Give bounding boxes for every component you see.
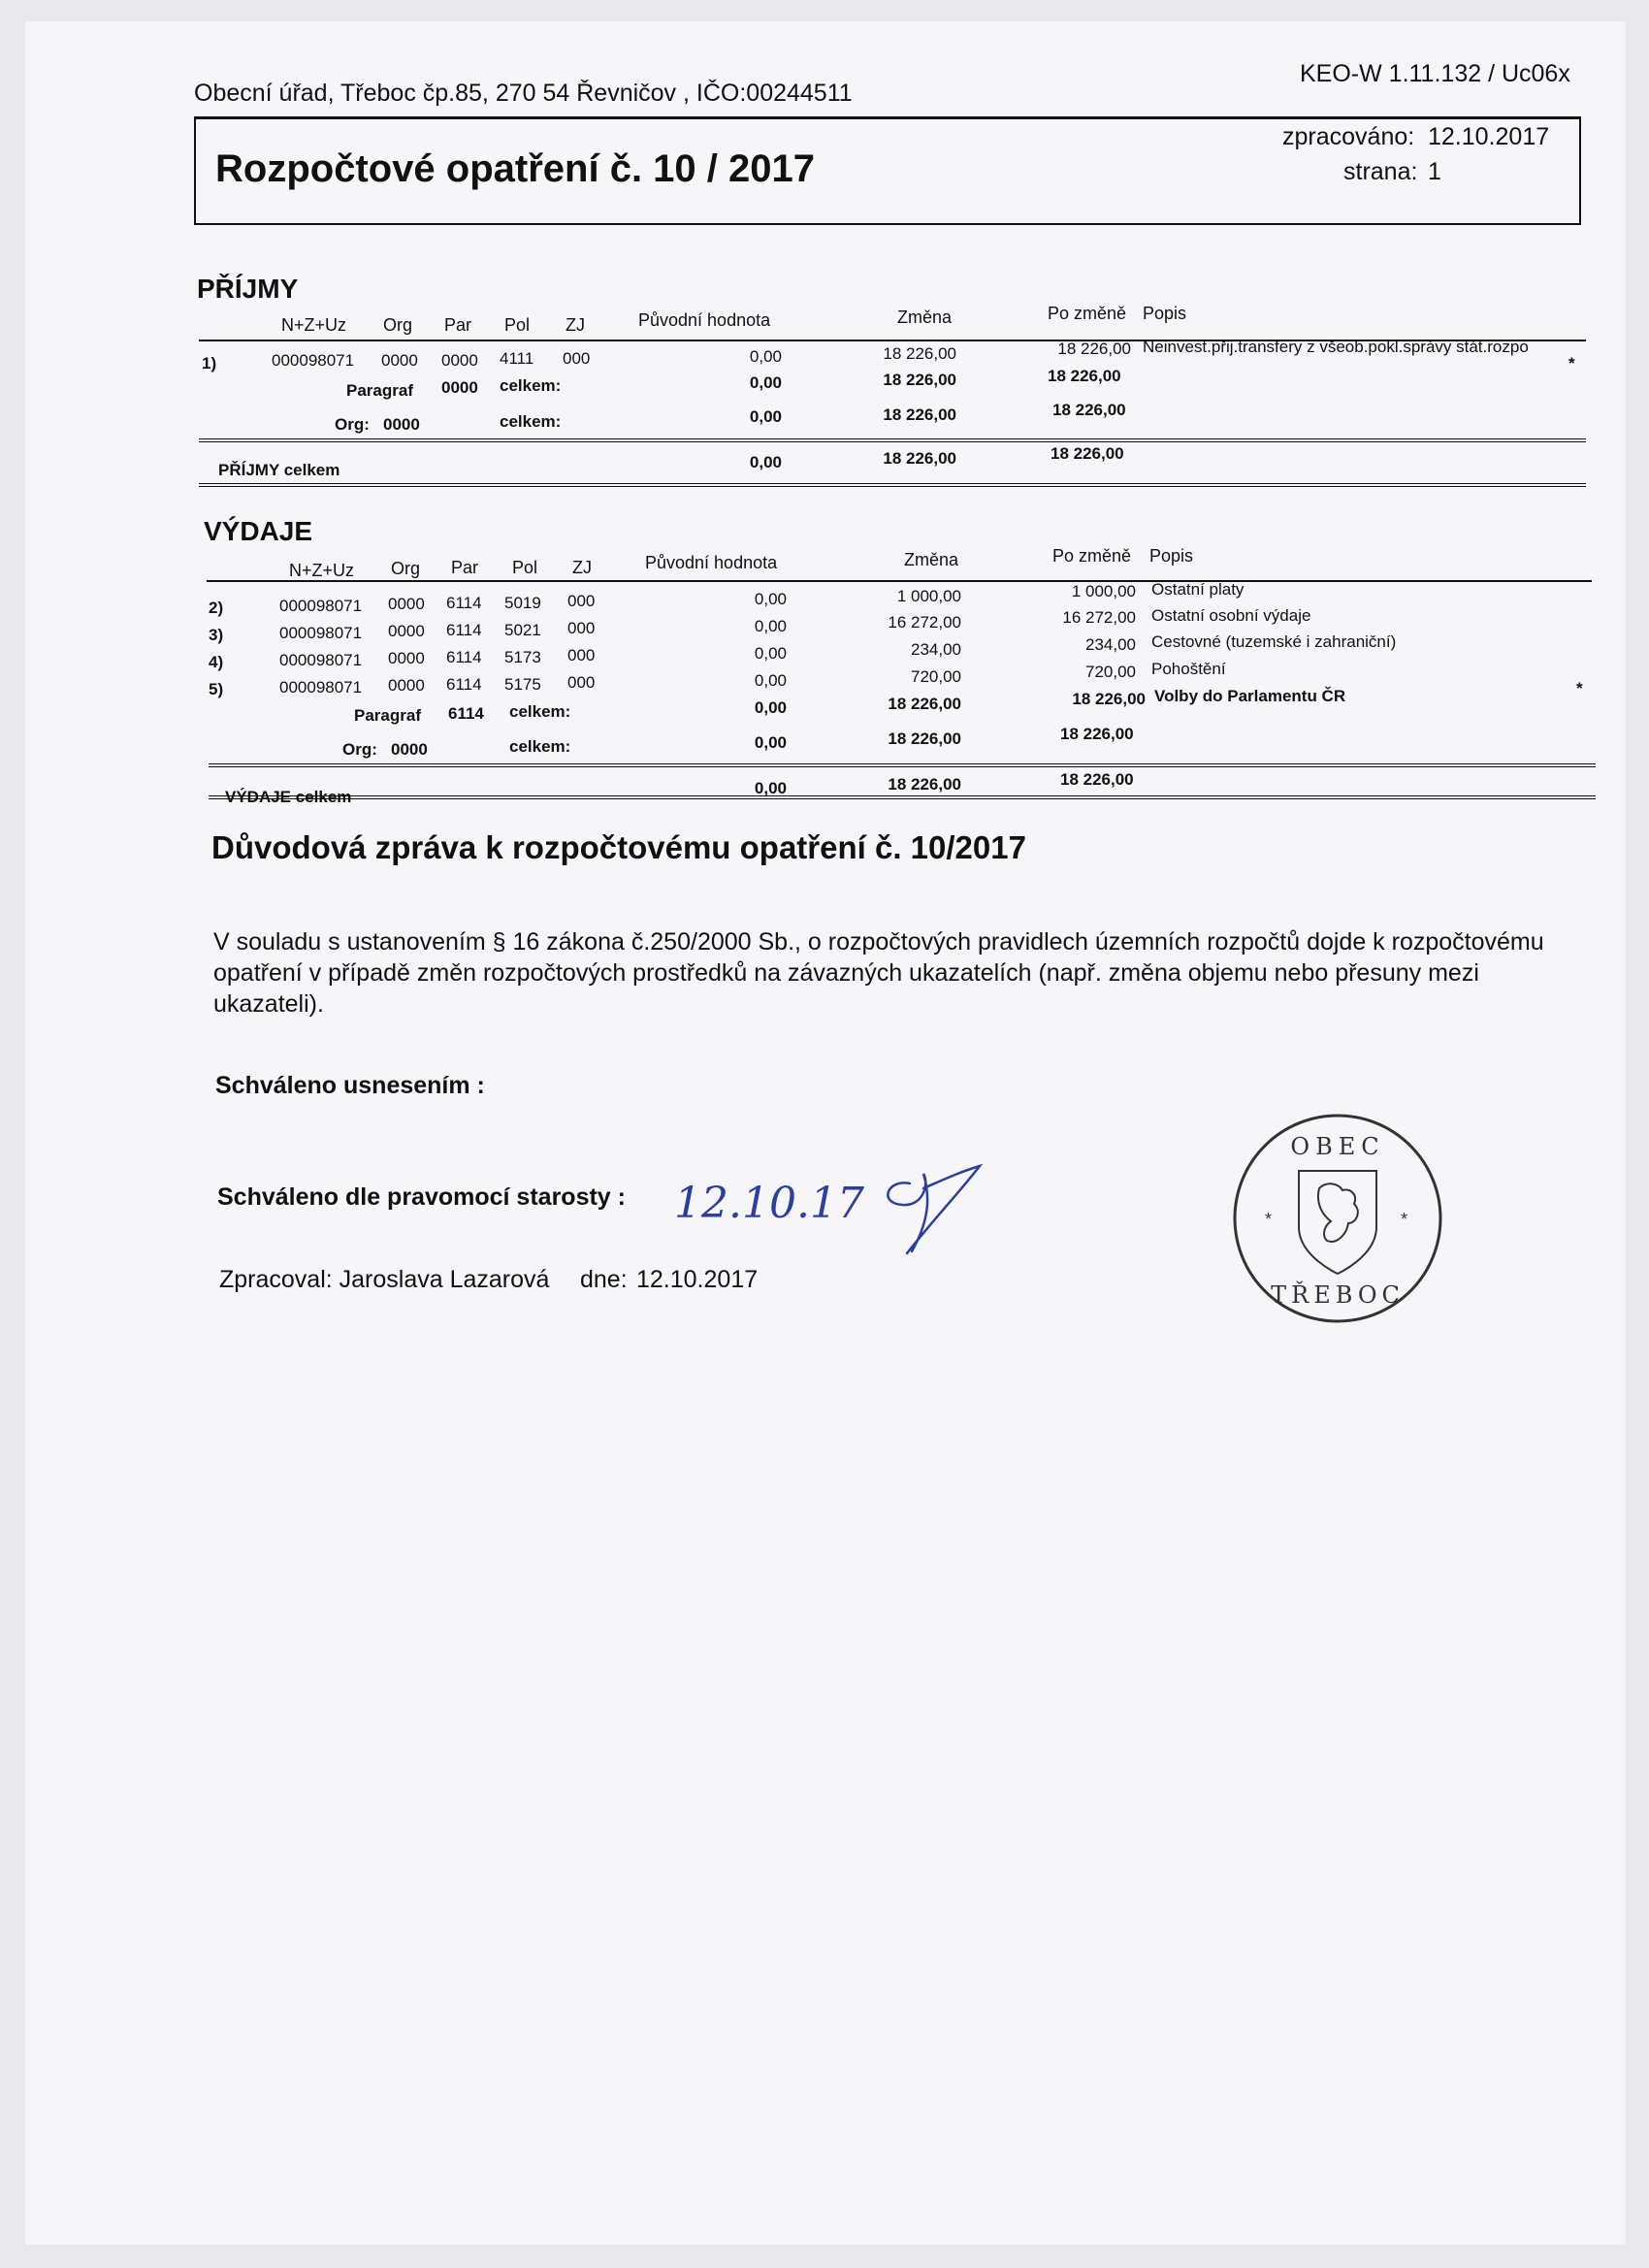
zmena-cell: 16 272,00 bbox=[888, 613, 961, 632]
col-zj: ZJ bbox=[566, 315, 585, 335]
puvodni-cell: 0,00 bbox=[754, 590, 787, 608]
par-cell: 0000 bbox=[441, 351, 478, 370]
pozmene-total: 18 226,00 bbox=[1060, 770, 1134, 789]
row-number: 2) bbox=[209, 599, 224, 617]
zmena-total: 18 226,00 bbox=[883, 449, 956, 468]
puvodni-cell: 0,00 bbox=[749, 347, 782, 366]
pozmene-cell: 16 272,00 bbox=[1062, 608, 1136, 627]
popis-cell: Volby do Parlamentu ČR bbox=[1154, 687, 1346, 705]
paragraf-code: 0000 bbox=[441, 378, 478, 397]
prepared-date-label: dne: bbox=[580, 1266, 628, 1293]
section-prijmy: PŘÍJMY bbox=[197, 274, 299, 304]
zmena-cell: 1 000,00 bbox=[896, 587, 961, 605]
puvodni-cell: 0,00 bbox=[749, 373, 782, 392]
asterisk: * bbox=[1576, 679, 1583, 697]
divider bbox=[207, 580, 1592, 582]
double-divider bbox=[199, 483, 1586, 487]
total-label: PŘÍJMY celkem bbox=[218, 461, 340, 479]
col-pol: Pol bbox=[504, 315, 531, 335]
prepared-date: 12.10.2017 bbox=[636, 1266, 759, 1293]
pozmene-cell: 18 226,00 bbox=[1057, 340, 1131, 358]
asterisk: * bbox=[1568, 354, 1575, 373]
col-puvodni: Původní hodnota bbox=[645, 553, 778, 572]
pozmene-cell: 234,00 bbox=[1085, 635, 1136, 654]
pol-cell: 4111 bbox=[500, 349, 534, 368]
pozmene-cell: 18 226,00 bbox=[1052, 401, 1126, 419]
row-number: 1) bbox=[202, 354, 217, 373]
pozmene-cell: 18 226,00 bbox=[1072, 690, 1146, 708]
report-heading: Důvodová zpráva k rozpočtovému opatření č. 10/2017 bbox=[211, 829, 1026, 865]
col-pol: Pol bbox=[512, 558, 538, 577]
seal-top-text: OBEC bbox=[1290, 1133, 1385, 1160]
puvodni-cell: 0,00 bbox=[754, 617, 787, 635]
handwritten-date: 12.10.17 bbox=[674, 1179, 864, 1228]
col-popis: Popis bbox=[1143, 304, 1187, 323]
col-zj: ZJ bbox=[572, 558, 592, 577]
pol-cell: 5019 bbox=[504, 594, 541, 612]
municipal-seal bbox=[1230, 1111, 1445, 1326]
report-paragraph: V souladu s ustanovením § 16 zákona č.250/2000 Sb., o rozpočtových pravidlech územních rozpočtů dojde k rozpočtovému opatření v případě změn rozpočtových prostředků na závazných ukazatelích (např. změna objemu nebo přesuny mezi ukazateli). bbox=[213, 928, 1544, 1018]
puvodni-cell: 0,00 bbox=[754, 671, 787, 690]
zmena-cell: 18 226,00 bbox=[883, 344, 956, 363]
popis-cell: Neinvest.přij.transfery z všeob.pokl.správy stát.rozpo bbox=[1143, 338, 1529, 356]
row-number: 3) bbox=[209, 626, 224, 644]
par-cell: 6114 bbox=[446, 594, 482, 612]
zmena-cell: 18 226,00 bbox=[883, 405, 956, 424]
pozmene-cell: 18 226,00 bbox=[1060, 725, 1134, 743]
org-code: 0000 bbox=[383, 415, 420, 434]
zj-cell: 000 bbox=[567, 619, 596, 637]
seal-bottom-text: TŘEBOC bbox=[1271, 1281, 1405, 1309]
page-label: strana: bbox=[1343, 158, 1418, 185]
pozmene-cell: 18 226,00 bbox=[1048, 367, 1121, 385]
pol-cell: 5021 bbox=[504, 621, 541, 639]
col-puvodni: Původní hodnota bbox=[638, 310, 771, 330]
processed-label: zpracováno: bbox=[1282, 123, 1415, 150]
org-cell: 0000 bbox=[388, 676, 425, 695]
seal-star-icon: * bbox=[1265, 1210, 1273, 1229]
org-cell: 0000 bbox=[388, 622, 425, 640]
total-label: VÝDAJE celkem bbox=[225, 788, 352, 806]
pozmene-cell: 1 000,00 bbox=[1071, 582, 1136, 600]
nzuz-cell: 000098071 bbox=[279, 651, 363, 669]
software-version: KEO-W 1.11.132 / Uc06x bbox=[1300, 60, 1570, 87]
zj-cell: 000 bbox=[567, 673, 596, 692]
paragraf-code: 6114 bbox=[448, 704, 484, 723]
page-number: 1 bbox=[1428, 158, 1441, 185]
org-cell: 0000 bbox=[388, 649, 425, 667]
nzuz-cell: 000098071 bbox=[279, 678, 363, 697]
zj-cell: 000 bbox=[567, 646, 596, 664]
col-org: Org bbox=[391, 559, 421, 578]
org-label: Org: bbox=[335, 415, 370, 434]
approved-by-mayor: Schváleno dle pravomocí starosty : bbox=[217, 1183, 626, 1211]
col-pozmene: Po změně bbox=[1048, 304, 1127, 323]
puvodni-cell: 0,00 bbox=[754, 733, 787, 752]
pol-cell: 5175 bbox=[504, 675, 541, 694]
nzuz-cell: 000098071 bbox=[272, 351, 355, 370]
zmena-cell: 18 226,00 bbox=[888, 729, 961, 748]
page-title: Rozpočtové opatření č. 10 / 2017 bbox=[215, 147, 815, 190]
celkem-label: celkem: bbox=[509, 737, 571, 756]
seal-star-icon: * bbox=[1401, 1210, 1408, 1229]
col-zmena: Změna bbox=[904, 550, 959, 569]
col-nzuz: N+Z+Uz bbox=[281, 315, 347, 335]
lion-icon bbox=[1318, 1183, 1358, 1242]
org-code: 0000 bbox=[391, 740, 428, 759]
zmena-total: 18 226,00 bbox=[888, 775, 961, 794]
prepared-by: Zpracoval: Jaroslava Lazarová bbox=[219, 1266, 550, 1293]
celkem-label: celkem: bbox=[500, 412, 562, 431]
puvodni-total: 0,00 bbox=[754, 779, 787, 797]
zmena-cell: 18 226,00 bbox=[888, 695, 961, 713]
double-divider bbox=[199, 438, 1586, 442]
col-par: Par bbox=[451, 558, 479, 577]
double-divider bbox=[209, 795, 1596, 799]
nzuz-cell: 000098071 bbox=[279, 624, 363, 642]
zmena-cell: 18 226,00 bbox=[883, 371, 956, 389]
col-org: Org bbox=[383, 315, 413, 335]
org-cell: 0000 bbox=[381, 351, 418, 370]
double-divider bbox=[209, 763, 1596, 767]
popis-cell: Cestovné (tuzemské i zahraniční) bbox=[1151, 632, 1397, 651]
processed-date: 12.10.2017 bbox=[1428, 123, 1550, 150]
col-popis: Popis bbox=[1149, 546, 1194, 566]
zmena-cell: 720,00 bbox=[911, 667, 961, 686]
handwritten-signature bbox=[669, 1145, 1018, 1261]
zj-cell: 000 bbox=[563, 349, 591, 368]
col-zmena: Změna bbox=[897, 308, 953, 327]
row-number: 4) bbox=[209, 653, 224, 671]
zmena-cell: 234,00 bbox=[911, 640, 961, 659]
par-cell: 6114 bbox=[446, 621, 482, 639]
celkem-label: celkem: bbox=[500, 376, 562, 395]
celkem-label: celkem: bbox=[509, 702, 571, 721]
paragraf-label: Paragraf bbox=[354, 706, 421, 725]
nzuz-cell: 000098071 bbox=[279, 597, 363, 615]
col-par: Par bbox=[444, 315, 472, 335]
paragraf-label: Paragraf bbox=[346, 381, 413, 400]
office-address: Obecní úřad, Třeboc čp.85, 270 54 Řevničov , IČO:00244511 bbox=[194, 80, 853, 107]
pol-cell: 5173 bbox=[504, 648, 541, 666]
popis-cell: Pohoštění bbox=[1151, 660, 1226, 678]
org-label: Org: bbox=[342, 740, 377, 759]
zj-cell: 000 bbox=[567, 592, 596, 610]
puvodni-total: 0,00 bbox=[749, 453, 782, 471]
pozmene-cell: 720,00 bbox=[1085, 663, 1136, 681]
col-pozmene: Po změně bbox=[1052, 546, 1132, 566]
popis-cell: Ostatní platy bbox=[1151, 580, 1245, 599]
puvodni-cell: 0,00 bbox=[754, 644, 787, 663]
popis-cell: Ostatní osobní výdaje bbox=[1151, 606, 1311, 625]
signature-scribble bbox=[888, 1166, 980, 1253]
approved-by-resolution: Schváleno usnesením : bbox=[215, 1072, 485, 1099]
pozmene-total: 18 226,00 bbox=[1051, 444, 1124, 463]
row-number: 5) bbox=[209, 680, 224, 698]
col-nzuz: N+Z+Uz bbox=[289, 561, 355, 580]
puvodni-cell: 0,00 bbox=[754, 698, 787, 717]
org-cell: 0000 bbox=[388, 595, 425, 613]
puvodni-cell: 0,00 bbox=[749, 407, 782, 426]
par-cell: 6114 bbox=[446, 675, 482, 694]
section-vydaje: VÝDAJE bbox=[204, 516, 313, 546]
par-cell: 6114 bbox=[446, 648, 482, 666]
